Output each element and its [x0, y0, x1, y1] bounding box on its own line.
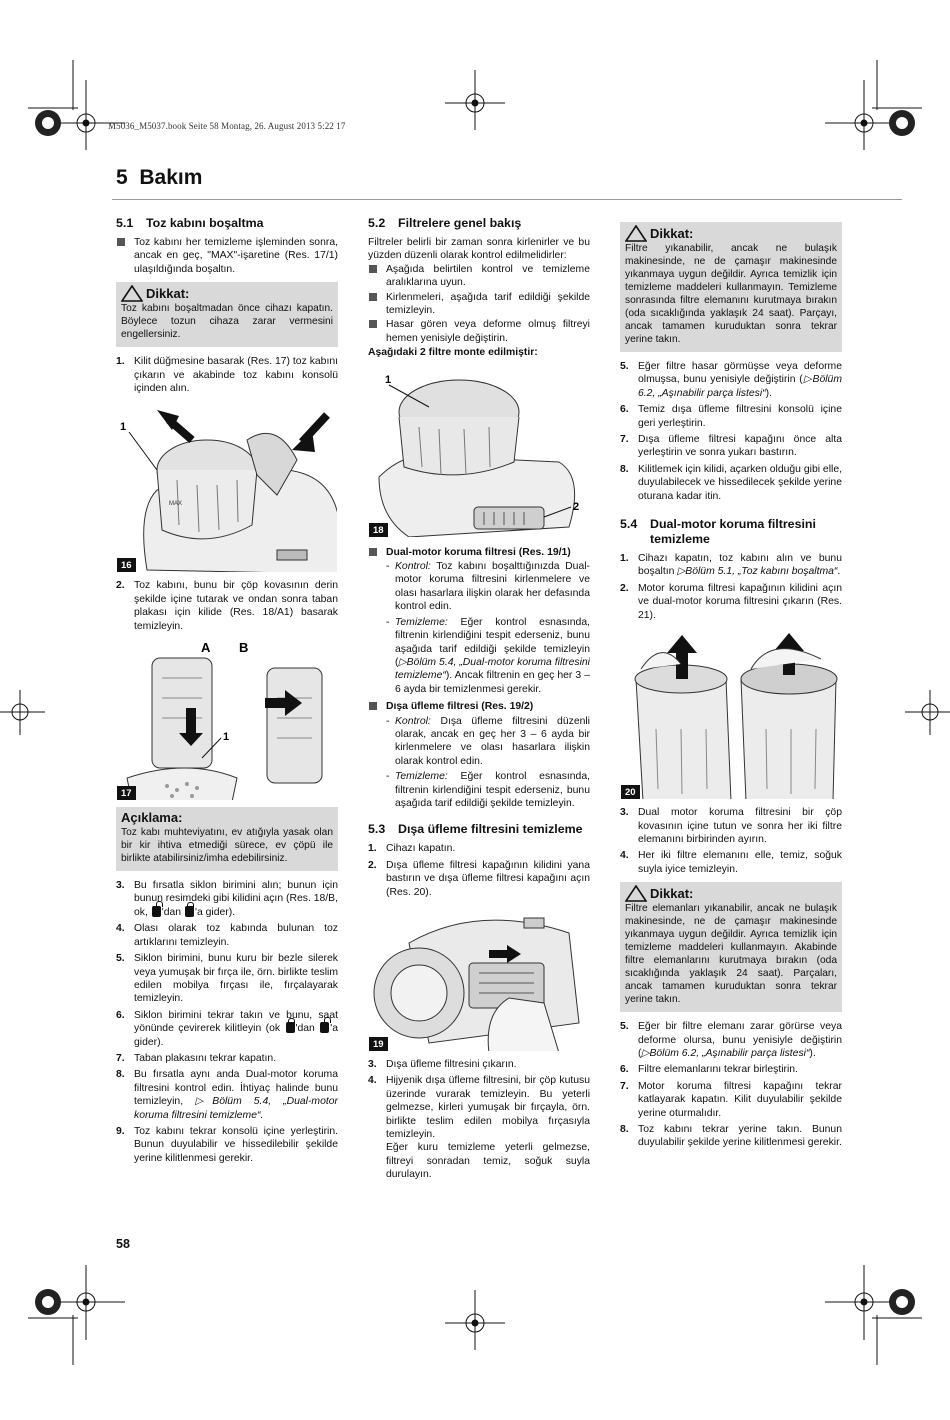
- file-header: M5036_M5037.book Seite 58 Montag, 26. August 2013 5:22 17: [108, 121, 346, 131]
- step-item: 6. Filtre elemanlarını tekrar birleştirin.: [620, 1064, 798, 1076]
- installed-filters-label: Aşağıdaki 2 filtre monte edilmiştir:: [368, 347, 538, 359]
- filter-item: Dışa üfleme filtresi (Res. 19/2): [368, 700, 590, 713]
- section-5-4-heading: 5.4 Dual-motor koruma filtresini temizleme: [620, 517, 816, 547]
- warning-icon: [625, 885, 647, 902]
- vacuum-filters-overview-illustration: [369, 367, 590, 538]
- figure-17: A B 1 17: [116, 637, 338, 801]
- step-item: 5. Siklon birimini, bunu kuru bir bezle silerek veya yumuşak bir fırça ile, örn. birlikte teslim edilen mobilya fırçası ile, fırçalayarak temizleyin.: [116, 953, 338, 1005]
- note-box: Açıklama: Toz kabı muhteviyatını, ev atığıyla yasak olan bir kir ihtiva etmediği sürece, ev çöpü ile birlikte atabilirsiniz/imha edebilirsiniz.: [116, 807, 338, 871]
- step-item: 1. Cihazı kapatın, toz kabını alın ve bunu boşaltın ▷Bölüm 5.1, „Toz kabını boşaltma“.: [620, 553, 842, 578]
- warning-icon: [121, 285, 143, 302]
- filter-detail: - Kontrol: Toz kabını boşalttığınızda Dual-motor koruma filtresini kirlenmelere ve olası hasarlara ilişkin olarak her defasında kontrol edin.: [386, 561, 590, 613]
- svg-text:A: A: [201, 640, 211, 656]
- page-number: 58: [116, 1237, 130, 1251]
- step-item: 9. Toz kabını tekrar konsolü içine yerleştirin. Bunun duyulabilir ve hissedilebilir şekilde yerine kilitlenmesi gerekir.: [116, 1125, 338, 1164]
- svg-text:1: 1: [385, 373, 392, 386]
- step-item: 1. Cihazı kapatın.: [368, 843, 456, 855]
- step-item: 7. Taban plakasını tekrar kapatın.: [116, 1052, 277, 1064]
- filter-item: Dual-motor koruma filtresi (Res. 19/1): [368, 546, 590, 559]
- step-item: 8. Bu fırsatla aynı anda Dual-motor koruma filtresini kontrol edin. İhtiyaç halinde bunu temizleyin, ▷Bölüm 5.4, „Dual-motor koruma filtresini temizleme“.: [116, 1069, 338, 1121]
- caution-box: Dikkat: Filtre yıkanabilir, ancak ne bulaşık makinesinde, ne de çamaşır makinesinde yıkanmaya uygun değildir. Ayrıca temizlik için temizleme maddeleri kullanmayın. Temizleme sonrasında filtre elemanını kurutmaya bırakın (oda sıcaklığında yaklaşık 24 saat). Parçayı, ancak tamamen kuruduktan sonra tekrar yerine takın.: [620, 222, 842, 352]
- figure-16: MAX 1 16: [116, 399, 338, 573]
- step-item: 5. Eğer bir filtre elemanı zarar görürse veya deforme olursa, bunu yenisiyle değiştirin (▷Bölüm 6.2, „Aşınabilir parça listesi“).: [620, 1021, 842, 1059]
- intro-text: Filtreler belirli bir zaman sonra kirlenirler ve bu yüzden düzenli olarak kontrol edilmelidirler:: [368, 237, 590, 262]
- unlocked-icon: [152, 906, 161, 917]
- chapter-title: 5 Bakım: [116, 166, 203, 189]
- vacuum-dust-container-illustration: [117, 400, 338, 573]
- list-item: Toz kabını her temizleme işleminden sonra, ancak en geç, "MAX"-işaretine (Res. 17/1) ulaşıldığında boşaltın.: [116, 236, 338, 276]
- svg-text:B: B: [239, 640, 249, 656]
- unlocked-icon: [320, 1022, 329, 1033]
- step-item: 4. Her iki filtre elemanını elle, temiz, soğuk suyla iyice temizleyin.: [620, 850, 842, 875]
- filter-detail: - Temizleme: Eğer kontrol esnasında, filtrenin kirlendiğini tespit ederseniz, bunu aşağıda tarif edildiği şekilde temizleyin.: [386, 771, 591, 809]
- figure-18: 1 2 18: [368, 366, 590, 538]
- step-item: 3. Dual motor koruma filtresini bir çöp kovasının içine tutun ve sonra her iki filtre elemanını birbirinden ayırın.: [620, 807, 842, 845]
- filter-detail: - Temizleme: Eğer kontrol esnasında, filtrenin kirlendiğini tespit ederseniz, bunu aşağıda tarif edildiği şekilde temizleyin (▷Bölüm 5.4, „Dual-motor koruma filtresini temizleme“). Ancak filtrenin en geç her 3 – 6 ayda bir temizlenmesi gerekir.: [386, 616, 591, 695]
- caution-box: Dikkat: Toz kabını boşaltmadan önce cihazı kapatın. Böylece tozun cihaza zarar vermesini engellersiniz.: [116, 282, 338, 347]
- step-item: 2. Motor koruma filtresi kapağının kilidini açın ve dual-motor koruma filtresini çıkarın (Res. 21).: [620, 582, 842, 621]
- step-item: 7. Dışa üfleme filtresi kapağını önce alta yerleştirin ve sonra yukarı bastırın.: [620, 434, 842, 459]
- step-item: 8. Toz kabını tekrar yerine takın. Bunun duyulabilir şekilde yerine kilitlenmesi gerekir.: [620, 1123, 842, 1149]
- exhaust-filter-cover-illustration: [369, 903, 590, 1052]
- step-item: 4. Olası olarak toz kabında bulunan toz artıklarını temizleyin.: [116, 923, 338, 948]
- section-5-1-heading: 5.1 Toz kabını boşaltma: [116, 216, 264, 230]
- chapter-rule: [112, 199, 902, 200]
- svg-text:1: 1: [223, 731, 230, 744]
- list-item: Kirlenmeleri, aşağıda tarif edildiği şekilde temizleyin.: [368, 291, 590, 318]
- figure-20: 20: [620, 628, 842, 800]
- step-item: 2. Toz kabını, bunu bir çöp kovasının derin şekilde içine tutarak ve ondan sonra taban plakası için kilide (Res. 18/A1) basarak temizleyin.: [116, 580, 338, 632]
- step-item: 7. Motor koruma filtresi kapağını tekrar katlayarak kapatın. Kilit duyulabilir şekilde yerine oturmalıdır.: [620, 1080, 842, 1119]
- step-item: 1. Kilit düğmesine basarak (Res. 17) toz kabını çıkarın ve akabinde toz kabını konsolü içinden alın.: [116, 356, 338, 395]
- svg-text:MAX: MAX: [169, 501, 183, 508]
- list-item: Hasar gören veya deforme olmuş filtreyi hemen yenisiyle değiştirin.: [368, 318, 590, 345]
- filter-detail: - Kontrol: Dışa üfleme filtresini düzenli olarak, ancak en geç her 3 – 6 ayda bir kirlenmelere ve olası hasarlara ilişkin olarak kontrol edin.: [386, 715, 590, 767]
- warning-icon: [625, 225, 647, 242]
- svg-text:2: 2: [573, 500, 580, 513]
- step-item: 2. Dışa üfleme filtresi kapağının kilidini yana bastırın ve dışa üfleme filtresi kapağını açın (Res. 20).: [368, 859, 590, 898]
- figure-19: 19: [368, 902, 590, 1052]
- step-item: 4. Hijyenik dışa üfleme filtresini, bir çöp kutusu üzerinde vurarak temizleyin. Bu yeterli gelmezse, kirleri yumuşak bir fırçayla, örn. birlikte teslim edilen mobilya fırçasıyla temizleyin. Eğer kuru temizleme yeterli gelmezse, filtreyi sonradan temiz, soğuk suyla durulayın.: [368, 1075, 590, 1181]
- step-item: 8. Kilitlemek için kilidi, açarken olduğu gibi elle, duyulabilecek ve hissedilecek şekilde yerine oturana kadar itin.: [620, 463, 842, 502]
- column-1: [116, 214, 338, 1168]
- step-item: 5. Eğer filtre hasar görmüşse veya deforme olmuşsa, bunu yenisiyle değiştirin (▷Bölüm 6.2, „Aşınabilir parça listesi“).: [620, 361, 842, 399]
- step-item: 6. Siklon birimini tekrar takın ve bunu, saat yönünde çevirerek kilitleyin (ok 'dan 'a gider).: [116, 1009, 339, 1048]
- motor-filter-removal-illustration: [621, 629, 842, 800]
- section-5-2-heading: 5.2 Filtrelere genel bakış: [368, 216, 522, 230]
- svg-text:1: 1: [120, 421, 127, 434]
- column-2: [368, 214, 590, 1185]
- column-3: [620, 222, 842, 1153]
- locked-icon: [286, 1022, 295, 1033]
- list-item: Aşağıda belirtilen kontrol ve temizleme aralıklarına uyun.: [368, 263, 590, 290]
- cyclone-unit-illustration: [117, 638, 338, 801]
- step-item: 6. Temiz dışa üfleme filtresini konsolü içine geri yerleştirin.: [620, 404, 842, 429]
- caution-box: Dikkat: Filtre elemanları yıkanabilir, ancak ne bulaşık makinesinde, ne de çamaşır makinesinde yıkanmaya uygun değildir. Ayrıca temizlik için temizleme maddeleri kullanmayın. Akabinde filtre elemanlarını kurutmaya bırakın (oda sıcaklığında yaklaşık 24 saat). Parçaları, ancak tamamen kuruduktan sonra tekrar yerine takın.: [620, 882, 842, 1012]
- step-item: 3. Dışa üfleme filtresini çıkarın.: [368, 1059, 517, 1070]
- step-item: 3. Bu fırsatla siklon birimini alın; bunun için bunun resimdeki gibi kilidini açın (Res. 18/B, ok, 'dan 'a gider).: [116, 880, 338, 918]
- locked-icon: [185, 906, 194, 917]
- section-5-3-heading: 5.3 Dışa üfleme filtresini temizleme: [368, 822, 583, 837]
